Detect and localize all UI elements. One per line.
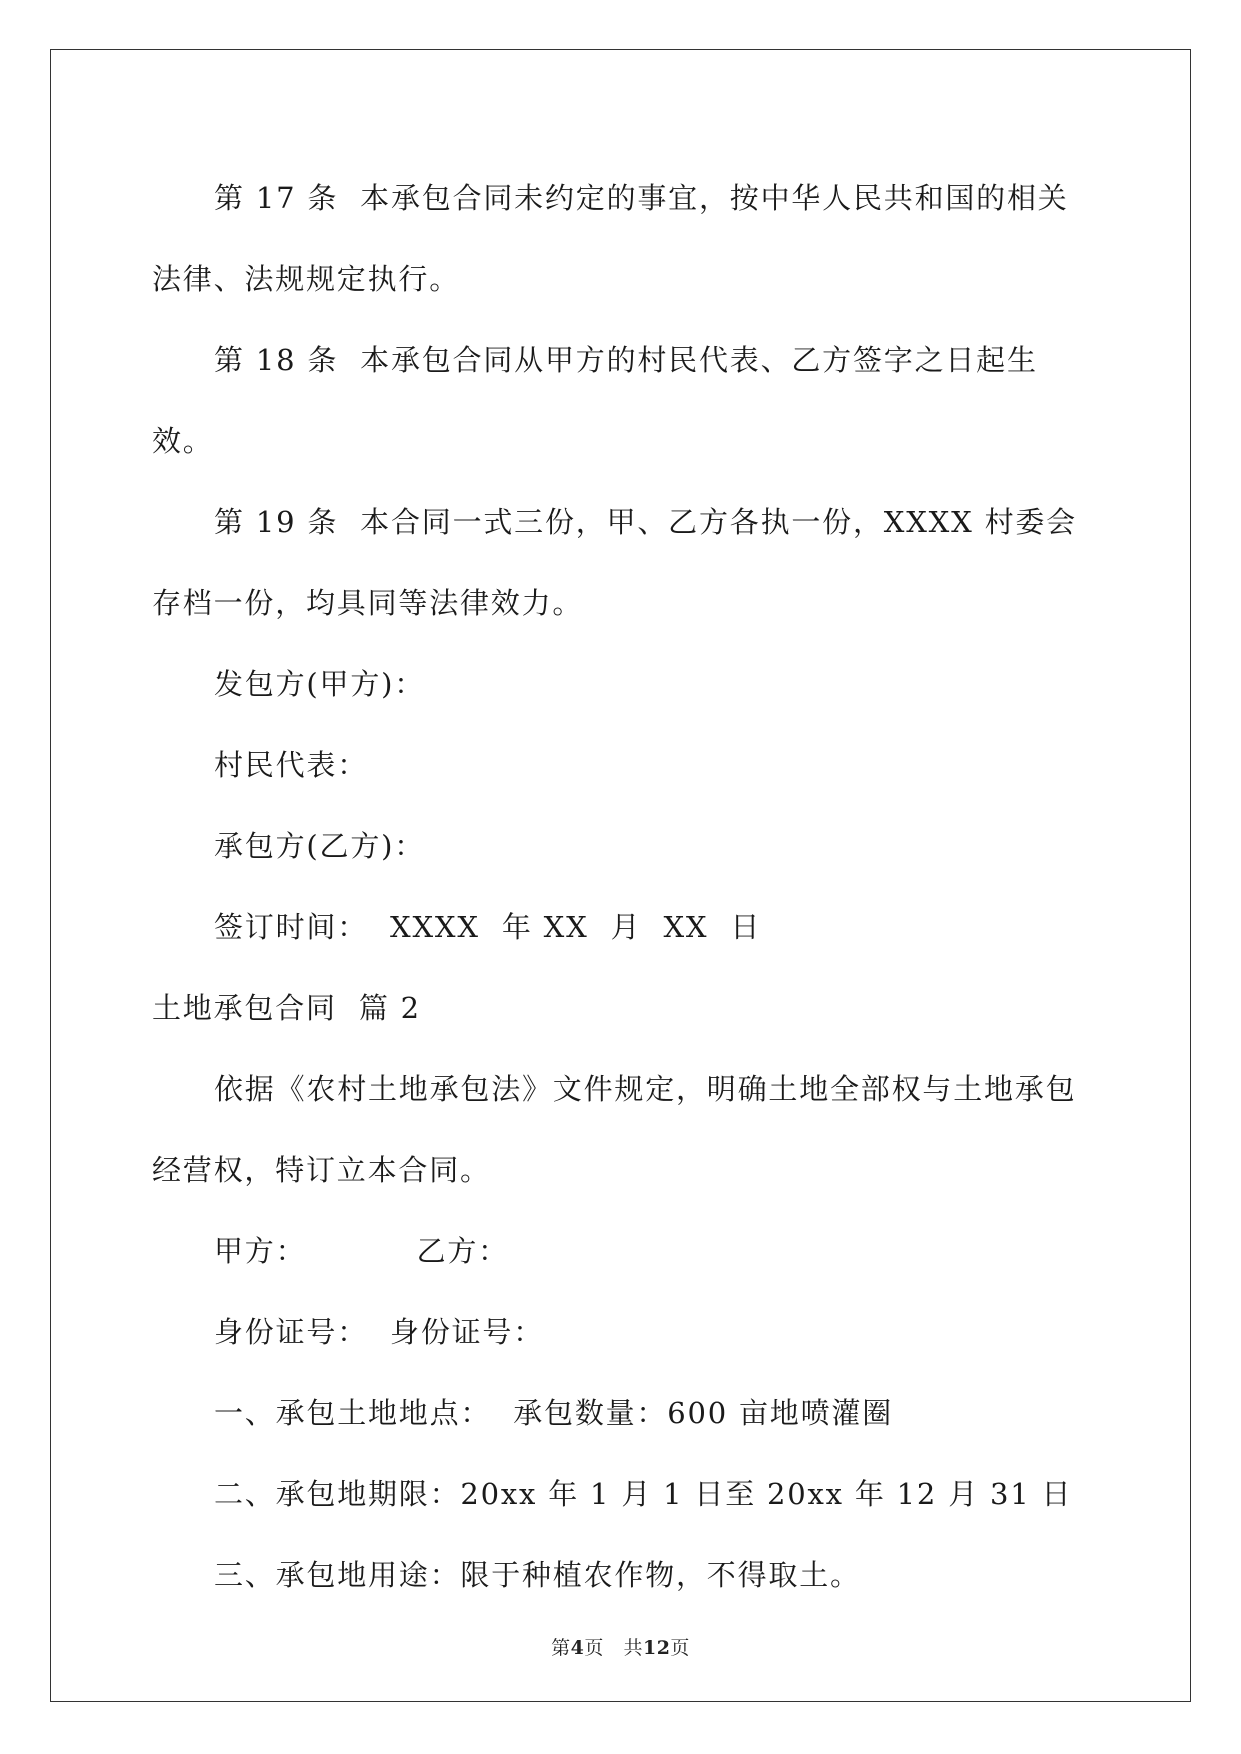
clause-usage: 三、承包地用途：限于种植农作物，不得取土。 [214,1558,861,1592]
total-page-number: 12 [642,1637,671,1659]
footer-total-suffix: 页 [670,1637,690,1659]
footer-page-suffix: 页 [584,1637,604,1659]
section-heading: 土地承包合同 篇 2 [152,991,421,1025]
article-19: 第 19 条 本合同一式三份，甲、乙方各执一份，XXXX 村委会存档一份，均具同等法律效力。 [152,505,1077,620]
parties-line: 甲方： 乙方： [214,1234,509,1268]
clause-term: 二、承包地期限：20xx 年 1 月 1 日至 20xx 年 12 月 31 日 [214,1477,1073,1511]
footer-prefix: 第 [551,1637,571,1659]
party-b-label: 承包方(乙方)： [214,829,426,863]
document-body [152,158,1092,1616]
current-page-number: 4 [570,1637,585,1659]
footer-total-prefix: 共 [623,1637,643,1659]
article-18: 第 18 条 本承包合同从甲方的村民代表、乙方签字之日起生效。 [152,343,1038,458]
signing-date: 签订时间： XXXX 年 XX 月 XX 日 [214,910,762,944]
party-a-label: 发包方(甲方)： [214,667,426,701]
clause-location: 一、承包土地地点： 承包数量：600 亩地喷灌圈 [214,1396,894,1430]
article-17: 第 17 条 本承包合同未约定的事宜，按中华人民共和国的相关法律、法规规定执行。 [152,181,1069,296]
id-number-line: 身份证号： 身份证号： [214,1315,545,1349]
village-representative-label: 村民代表： [214,748,369,782]
page-footer [0,1633,1241,1660]
contract-basis: 依据《农村土地承包法》文件规定，明确土地全部权与土地承包经营权，特订立本合同。 [152,1072,1077,1187]
